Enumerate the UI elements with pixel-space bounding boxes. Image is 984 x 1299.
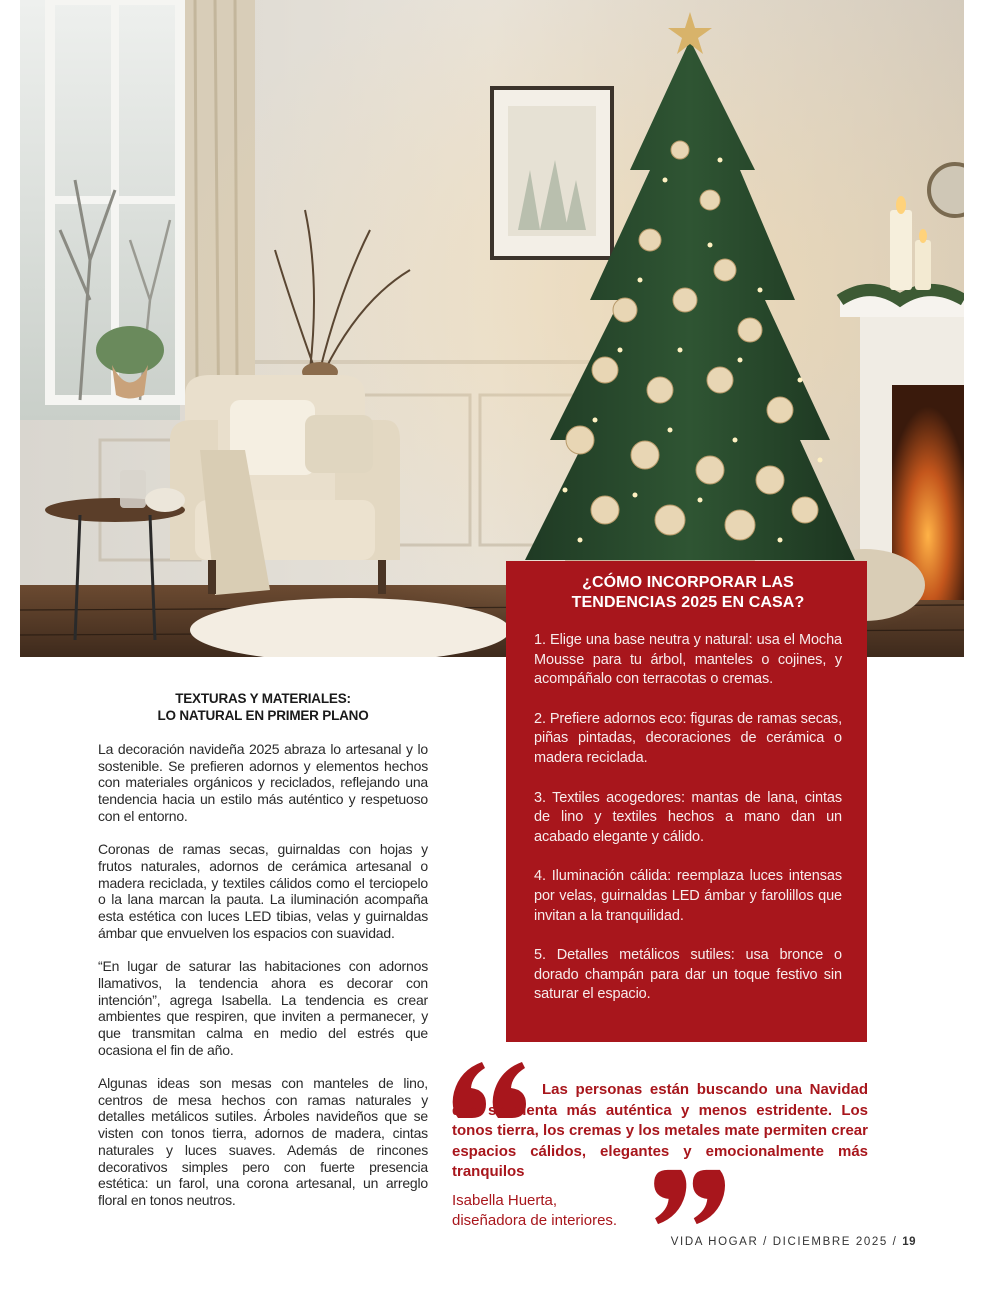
sidebar-title-line1: ¿CÓMO INCORPORAR LAS — [582, 574, 794, 591]
sidebar-title-line2: TENDENCIAS 2025 EN CASA? — [571, 594, 805, 611]
tip-item: 2. Prefiere adornos eco: figuras de ramas secas, piñas pintadas, decoraciones de cerámica o madera reciclada. — [534, 710, 842, 766]
hero-photo — [20, 0, 964, 657]
quote-attribution — [452, 1191, 652, 1231]
tips-sidebar — [506, 561, 867, 1042]
quote-indent — [452, 1093, 542, 1094]
article-column — [98, 690, 428, 1225]
folio-text: VIDA HOGAR / DICIEMBRE 2025 / — [670, 1236, 903, 1248]
tip-item: 1. Elige una base neutra y natural: usa el Mocha Mousse para tu árbol, manteles o cojines, y acompáñalo con terracotas o cremas. — [534, 632, 842, 688]
tip-item: 5. Detalles metálicos sutiles: usa bronce o dorado champán para dar un toque festivo sin saturar el espacio. — [534, 947, 842, 1003]
close-quote-icon — [648, 1168, 726, 1226]
tip-item: 4. Iluminación cálida: reemplaza luces intensas por velas, guirnaldas LED ámbar y farolillos que invitan a la tranquilidad. — [534, 868, 842, 924]
tip-item: 3. Textiles acogedores: mantas de lana, cintas de lino y textiles hechos a mano dan un acabado elegante y cálido. — [534, 789, 842, 845]
pull-quote-text: Las personas están buscando una Navidad que se sienta más auténtica y menos estridente. Los tonos tierra, los cremas y los metales mate permiten crear espacios cálidos, elegantes y emocionalmente más tranquilos — [452, 1081, 868, 1180]
section-title-line2: LO NATURAL EN PRIMER PLANO — [157, 708, 369, 723]
page-folio — [671, 1236, 916, 1248]
body-paragraph: “En lugar de saturar las habitaciones con adornos llamativos, la tendencia ahora es decorar con intención”, agrega Isabella. La tendencia es crear ambientes que respiren, que inviten a permanecer, y que transmitan calma en medio del estrés que ocasiona el fin de año. — [98, 958, 428, 1058]
quote-author-name: Isabella Huerta, — [452, 1192, 558, 1209]
body-paragraph: La decoración navideña 2025 abraza lo artesanal y lo sostenible. Se prefieren adornos y elementos hechos con materiales orgánicos y reciclados, reflejando una tendencia hacia un estilo más auténtico y respetuoso con el entorno. — [98, 741, 428, 824]
body-paragraph: Algunas ideas son mesas con manteles de lino, centros de mesa hechos con ramas naturales y detalles metálicos sutiles. Árboles navideños que se visten con tonos tierra, adornos de madera, cintas naturales y luces suaves. Además de rincones decorativos simples pero con fuerte presencia estética: un farol, una corona artesanal, un arreglo floral en tonos neutros. — [98, 1075, 428, 1208]
section-title-line1: TEXTURAS Y MATERIALES: — [175, 691, 351, 706]
section-title — [98, 690, 428, 724]
body-paragraph: Coronas de ramas secas, guirnaldas con hojas y frutos naturales, adornos de cerámica artesanal o madera reciclada, y textiles cálidos como el terciopelo o la lana marcan la pauta. La iluminación acompaña esta estética con luces LED tibias, velas y guirnaldas ámbar que envuelven los espacios con suavidad. — [98, 841, 428, 941]
sidebar-title — [534, 573, 842, 613]
quote-author-role: diseñadora de interiores. — [452, 1212, 618, 1229]
page-number: 19 — [902, 1236, 916, 1248]
christmas-living-room-illustration — [20, 0, 964, 657]
